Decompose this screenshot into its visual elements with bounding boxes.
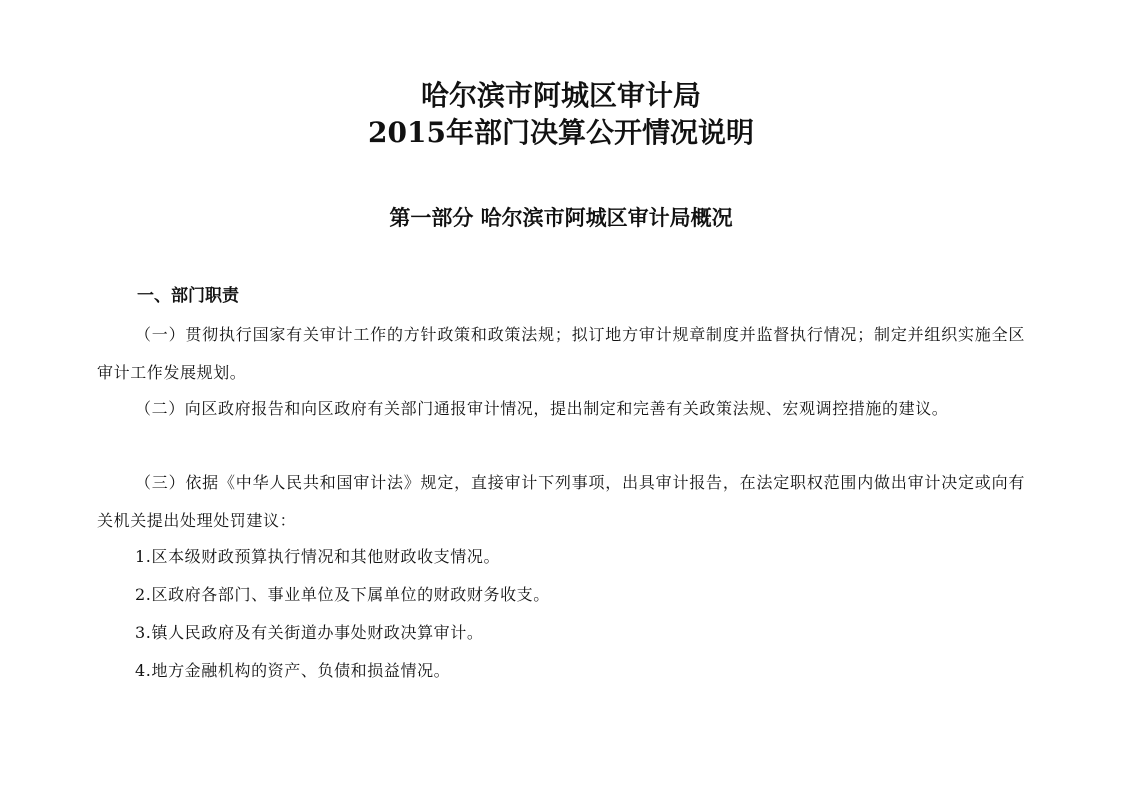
list-item-1: 1.区本级财政预算执行情况和其他财政收支情况。: [135, 547, 501, 566]
document-title-line2: 2015年部门决算公开情况说明: [368, 116, 754, 149]
list-item-3: 3.镇人民政府及有关街道办事处财政决算审计。: [135, 623, 484, 642]
list-item-4: 4.地方金融机构的资产、负债和损益情况。: [135, 661, 451, 680]
document-title-line1: 哈尔滨市阿城区审计局: [420, 79, 701, 112]
part-title: 第一部分 哈尔滨市阿城区审计局概况: [389, 206, 733, 230]
paragraph-3: （三）依据《中华人民共和国审计法》规定，直接审计下列事项，出具审计报告，在法定职权范围内做出审计决定或向有关机关提出处理处罚建议：: [97, 473, 1025, 530]
paragraph-2: （二）向区政府报告和向区政府有关部门通报审计情况，提出制定和完善有关政策法规、宏观调控措施的建议。: [135, 399, 949, 418]
list-item-2: 2.区政府各部门、事业单位及下属单位的财政财务收支。: [135, 585, 550, 604]
paragraph-1: （一）贯彻执行国家有关审计工作的方针政策和政策法规；拟订地方审计规章制度并监督执行情况；制定并组织实施全区审计工作发展规划。: [97, 325, 1025, 382]
section-heading: 一、部门职责: [137, 286, 239, 306]
